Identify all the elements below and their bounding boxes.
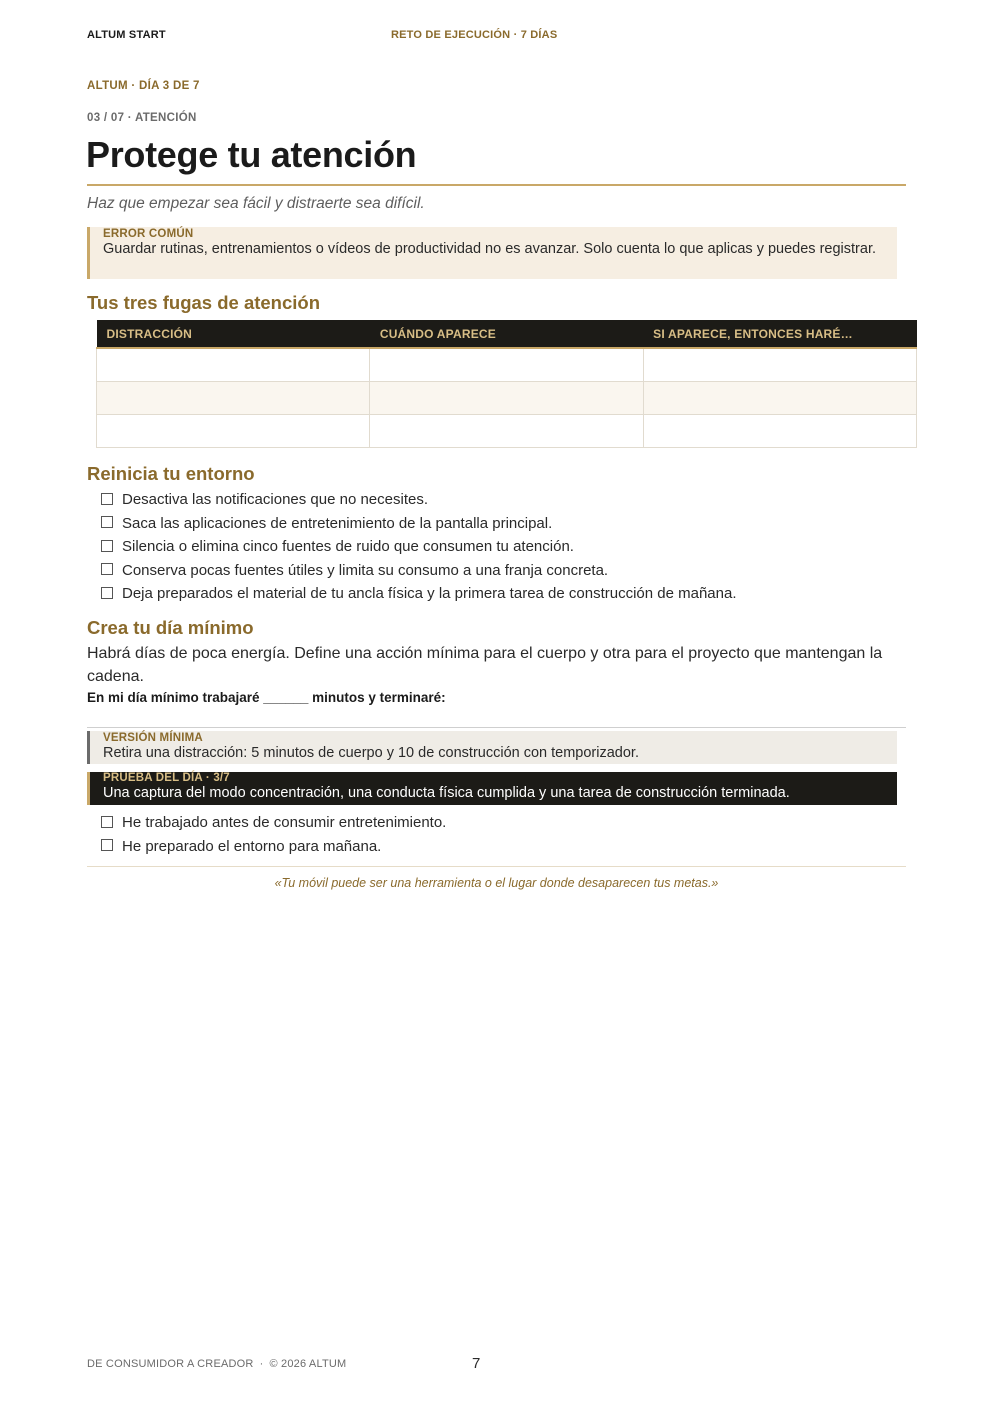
checkbox[interactable] (101, 587, 113, 599)
version-minima-callout (87, 731, 897, 764)
entorno-heading: Reinicia tu entorno (87, 463, 255, 484)
quote-divider (87, 866, 906, 867)
list-item (101, 835, 446, 859)
column-header-cuando: CUÁNDO APARECE (370, 320, 643, 348)
page-number: 7 (472, 1355, 481, 1372)
fugas-table (96, 320, 917, 448)
prueba-callout (87, 772, 897, 805)
table-cell[interactable] (643, 348, 916, 381)
error-callout-label: ERROR COMÚN (103, 228, 194, 240)
page-title: Protege tu atención (86, 134, 417, 175)
footer-title: DE CONSUMIDOR A CREADOR (87, 1358, 254, 1370)
list-item (101, 811, 446, 835)
table-cell[interactable] (97, 348, 370, 381)
closing-quote: «Tu móvil puede ser una herramienta o el lugar donde desaparecen tus metas.» (274, 876, 719, 890)
list-item-label: Deja preparados el material de tu ancla física y la primera tarea de construcción de mañana. (122, 585, 737, 603)
answer-line (87, 727, 906, 728)
list-item-label: Desactiva las notificaciones que no necesites. (122, 491, 429, 509)
title-divider (87, 184, 906, 186)
table-cell[interactable] (370, 414, 643, 447)
footer-copyright: © 2026 ALTUM (269, 1358, 347, 1370)
checkbox[interactable] (101, 816, 113, 828)
table-cell[interactable] (97, 414, 370, 447)
footer-separator: · (259, 1358, 264, 1370)
header-program: RETO DE EJECUCIÓN · 7 DÍAS (391, 29, 558, 41)
list-item-label: Saca las aplicaciones de entretenimiento de la pantalla principal. (122, 514, 553, 532)
checkbox[interactable] (101, 839, 113, 851)
entorno-checklist (101, 488, 737, 606)
prueba-text: Una captura del modo concentración, una conducta física cumplida y una tarea de construcción terminada. (103, 785, 790, 801)
dia-minimo-heading: Crea tu día mínimo (87, 617, 254, 638)
list-item (101, 535, 737, 559)
dia-minimo-text: Habrá días de poca energía. Define una acción mínima para el cuerpo y otra para el proyecto que mantengan la cadena. (87, 645, 883, 685)
column-header-distraccion: DISTRACCIÓN (97, 320, 370, 348)
table-cell[interactable] (643, 381, 916, 414)
error-callout (87, 227, 897, 279)
prueba-checklist (101, 811, 446, 858)
table-cell[interactable] (370, 381, 643, 414)
page-subtitle: Haz que empezar sea fácil y distraerte sea difícil. (87, 195, 425, 212)
checkbox[interactable] (101, 493, 113, 505)
section-tag: 03 / 07 · ATENCIÓN (87, 112, 197, 124)
fugas-table-header (97, 320, 917, 348)
table-cell[interactable] (370, 348, 643, 381)
list-item (101, 582, 737, 606)
list-item-label: Conserva pocas fuentes útiles y limita su consumo a una franja concreta. (122, 561, 609, 579)
list-item (101, 512, 737, 536)
error-callout-text: Guardar rutinas, entrenamientos o vídeos de productividad no es avanzar. Solo cuenta lo que aplicas y puedes registrar. (103, 241, 876, 257)
fugas-heading: Tus tres fugas de atención (87, 292, 321, 313)
list-item-label: Silencia o elimina cinco fuentes de ruido que consumen tu atención. (122, 538, 574, 556)
table-row (97, 348, 917, 381)
table-cell[interactable] (97, 381, 370, 414)
column-header-entonces: SI APARECE, ENTONCES HARÉ… (643, 320, 916, 348)
day-kicker: ALTUM · DÍA 3 DE 7 (87, 80, 200, 92)
version-minima-label: VERSIÓN MÍNIMA (103, 732, 203, 744)
table-row (97, 381, 917, 414)
table-row (97, 414, 917, 447)
checkbox[interactable] (101, 540, 113, 552)
dia-minimo-commitment[interactable]: En mi día mínimo trabajaré ______ minutos y terminaré: (87, 690, 446, 705)
table-cell[interactable] (643, 414, 916, 447)
list-item (101, 559, 737, 583)
list-item-label: He preparado el entorno para mañana. (122, 837, 382, 855)
prueba-label: PRUEBA DEL DÍA · 3/7 (103, 772, 230, 784)
footer (87, 1358, 346, 1370)
header-brand: ALTUM START (87, 29, 166, 41)
checkbox[interactable] (101, 563, 113, 575)
list-item-label: He trabajado antes de consumir entretenimiento. (122, 814, 447, 832)
checkbox[interactable] (101, 516, 113, 528)
list-item (101, 488, 737, 512)
version-minima-text: Retira una distracción: 5 minutos de cuerpo y 10 de construcción con temporizador. (103, 745, 639, 761)
